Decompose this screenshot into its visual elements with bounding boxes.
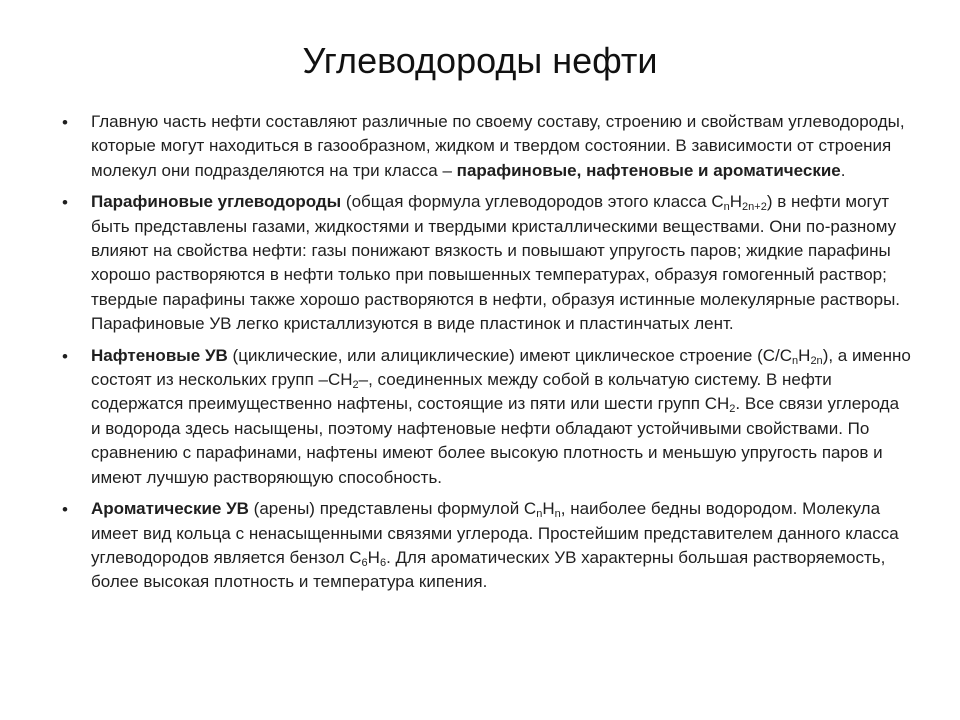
bullet-item [62,110,912,183]
bold-term: Парафиновые углеводороды [91,192,342,212]
formula-subscript: 2 [729,403,736,416]
text-run: (арены) представлены формулой C [248,499,537,519]
bullet-dot-icon: • [62,193,68,213]
text-run: ), а именно состоят из нескольких групп –CH [91,345,911,390]
text-run: H [798,345,811,365]
bold-term: Ароматические УВ [91,499,249,519]
text-run: . [840,160,846,180]
text-run: H [729,192,743,212]
formula-subscript: 2n+2 [742,201,767,214]
bullet-item [62,497,912,595]
formula-subscript: 6 [379,556,387,569]
bullet-text [91,344,912,490]
page-title: Углеводороды нефти [302,40,658,81]
text-run: ) в нефти могут быть представлены газами, жидкостями и твердыми кристаллическими веществами. Они по-разному влияют на свойства нефти: газы понижают вязкость и повышают упругость паров; жидкие парафины хорошо растворяются в нефти только при повышенных температурах, образуя гомогенный раствор; твердые парафины также хорошо растворяются в нефти, образуя истинные молекулярные растворы. Парафиновые УВ легко кристаллизуются в виде пластинок и пластинчатых лент. [91,192,901,334]
bullet-dot-icon: • [62,346,68,366]
formula-subscript: 2 [352,379,359,392]
formula-subscript: n [792,354,799,367]
formula-subscript: n [554,508,561,521]
text-run: (циклические, или алициклические) имеют циклическое строение (C/C [227,345,793,365]
text-run: . Все связи углерода и водорода здесь насыщены, поэтому нафтеновые нефти обладают устойчивыми свойствами. По сравнению с парафинами, нафтены имеют более высокую плотность и меньшую упругость паров и имеют лучшую растворяющую способность. [91,394,900,487]
formula-subscript: 6 [361,556,368,569]
bullet-item [62,344,912,490]
formula-subscript: 2n [810,354,823,367]
text-run: H [542,499,555,519]
bold-term: Нафтеновые УВ [91,345,228,365]
bullet-list [62,110,912,602]
text-run: , наиболее бедны водородом. Молекула имеет вид кольца с ненасыщенными связями углерода. Простейшим представителем данного класса углеводородов является бензол C [91,499,899,567]
bullet-text [91,190,912,336]
bullet-dot-icon: • [62,500,68,520]
text-run: . Для ароматических УВ характерны большая растворяемость, более высокая плотность и температура кипения. [91,547,886,592]
formula-subscript: n [536,508,543,521]
bold-term: парафиновые, нафтеновые и ароматические [456,160,841,180]
text-run: (общая формула углеводородов этого класса C [341,192,724,212]
formula-subscript: n [723,201,730,214]
bullet-text [91,110,912,183]
bullet-dot-icon: • [62,113,68,132]
text-run: H [367,547,380,567]
text-run: –, соединенных между собой в кольчатую систему. В нефти содержатся преимущественно нафтены, состоящие из пяти или шести групп CH [91,370,832,414]
bullet-item [62,190,912,336]
text-run: Главную часть нефти составляют различные по своему составу, строению и свойствам углеводороды, которые могут находиться в газообразном, жидком и твердом состоянии. В зависимости от строения молекул они подразделяются на три класса – [91,112,905,180]
bullet-text [91,497,912,595]
